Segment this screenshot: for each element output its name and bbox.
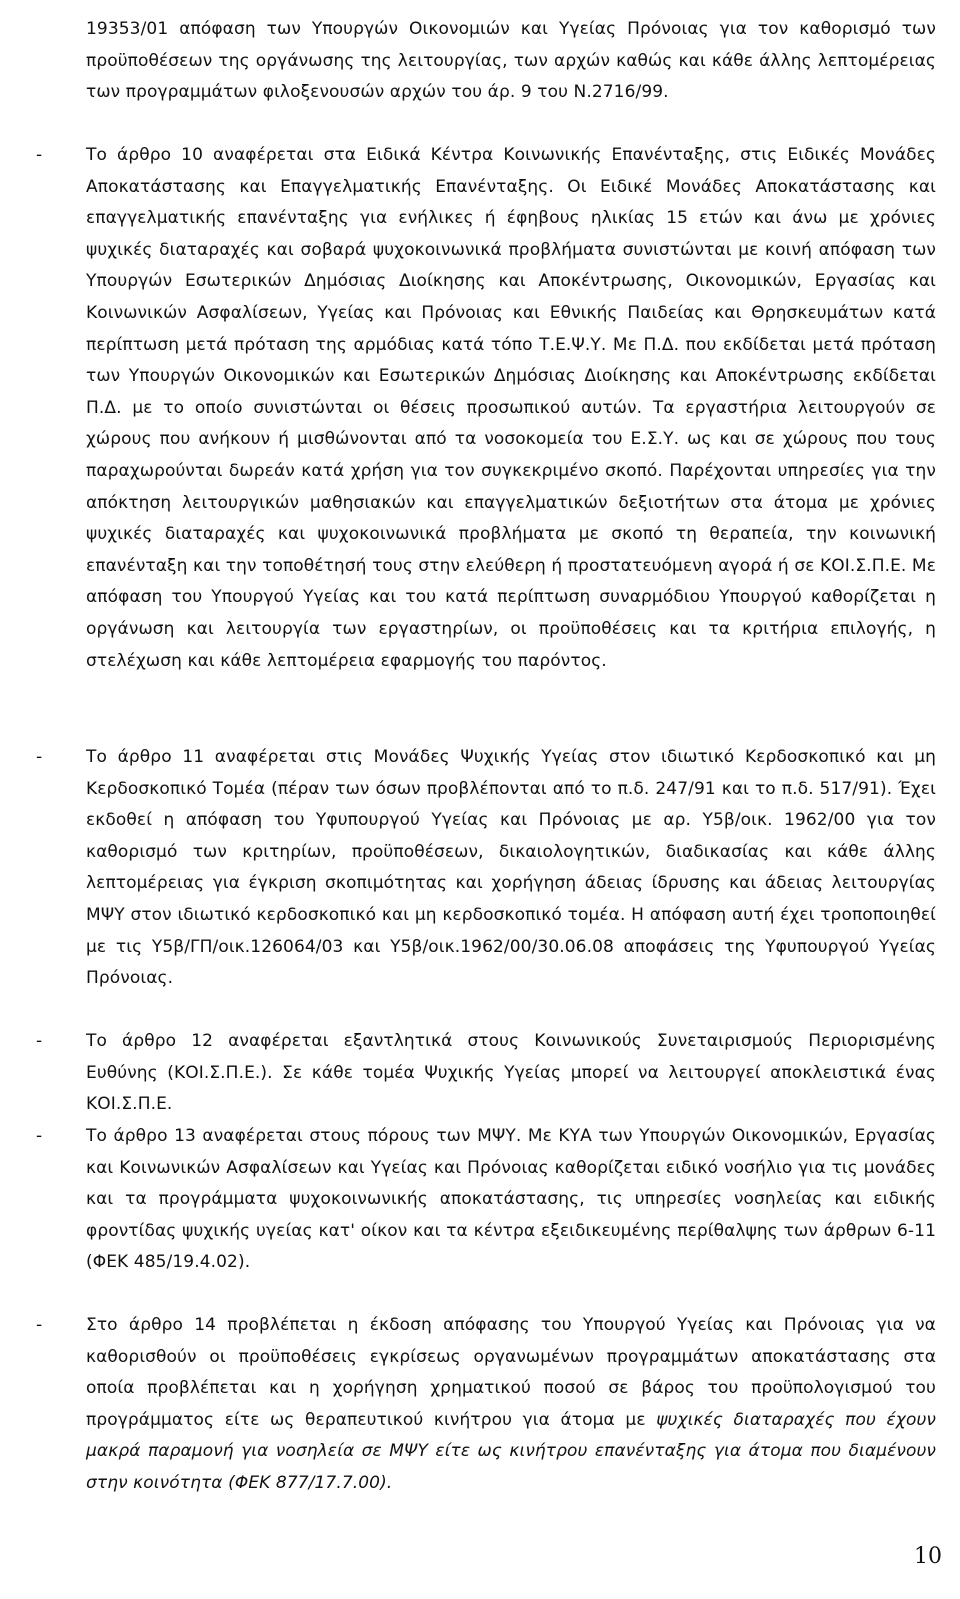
article-10-paragraph: Το άρθρο 10 αναφέρεται στα Ειδικά Κέντρα Κοινωνικής Επανένταξης, στις Ειδικές Μονάδες Αποκατάστασης και Επαγγελματικής Επανένταξης. Οι Ειδικέ Μονάδες Αποκατάστασης και επαγγελματικής επανένταξης για ενήλικες ή έφηβους ηλικίας 15 ετών και άνω με χρόνιες ψυχικές διαταραχές και σοβαρά ψυχοκοινωνικά προβλήματα συνιστώνται με κοινή απόφαση των Υπουργών Εσωτερικών Δημόσιας Διοίκησης και Αποκέντρωσης, Οικονομικών, Εργασίας και Κοινωνικών Ασφαλίσεων, Υγείας και Πρόνοιας και Εθνικής Παιδείας και Θρησκευμάτων κατά περίπτωση μετά πρόταση της αρμόδιας κατά τόπο Τ.Ε.Ψ.Υ. Με Π.Δ. που εκδίδεται μετά πρόταση των Υπουργών Οικονομικών και Εσωτερικών Δημόσιας Διοίκησης και Αποκέντρωσης εκδίδεται Π.Δ. με το οποίο συνιστώνται οι θέσεις προσωπικού αυτών. Τα εργαστήρια λειτουργούν σε χώρους που ανήκουν ή μισθώνονται από τα νοσοκομεία του Ε.Σ.Υ. ως και σε χώρους που τους παραχωρούνται δωρεάν κατά χρήση για τον συγκεκριμένο σκοπό. Παρέχονται υπηρεσίες για την απόκτηση λειτουργικών μαθησιακών και επαγγελματικών δεξιοτήτων στα άτομα με χρόνιες ψυχικές διαταραχές και ψυχοκοινωνικά προβλήματα με σκοπό τη θεραπεία, την κοινωνική επανένταξη και την τοποθέτησή τους στην ελεύθερη ή προστατευόμενη αγορά ή σε ΚΟΙ.Σ.Π.Ε. Με απόφαση του Υπουργού Υγείας και του κατά περίπτωση συναρμόδιου Υπουργού καθορίζεται η οργάνωση και λειτουργία των εργαστηρίων, οι προϋποθέσεις και τα κριτήρια επιλογής, η στελέχωση και κάθε λεπτομέρεια εφαρμογής του παρόντος. xyxy=(86,145,936,671)
bullet-marker: - xyxy=(36,1315,43,1335)
article-12-paragraph: Το άρθρο 12 αναφέρεται εξαντλητικά στους Κοινωνικούς Συνεταιρισμούς Περιορισμένης Ευθύνης (ΚΟΙ.Σ.Π.Ε.). Σε κάθε τομέα Ψυχικής Υγείας μπορεί να λειτουργεί αποκλειστικά ένας ΚΟΙ.Σ.Π.Ε. xyxy=(86,1031,936,1115)
bullet-marker: - xyxy=(36,1031,43,1051)
article-14-paragraph xyxy=(86,1310,936,1500)
bullet-marker: - xyxy=(36,145,43,165)
article-11-paragraph: Το άρθρο 11 αναφέρεται στις Μονάδες Ψυχικής Υγείας στον ιδιωτικό Κερδοσκοπικό και μη Κερδοσκοπικό Τομέα (πέραν των όσων προβλέπονται από το π.δ. 247/91 και το π.δ. 517/91). Έχει εκδοθεί η απόφαση του Υφυπουργού Υγείας και Πρόνοιας με αρ. Υ5β/οικ. 1962/00 για τον καθορισμό των κριτηρίων, προϋποθέσεων, δικαιολογητικών, διαδικασίας και κάθε άλλης λεπτομέρειας για έγκριση σκοπιμότητας και χορήγηση άδειας ίδρυσης και άδειας λειτουργίας ΜΨΥ στον ιδιωτικό κερδοσκοπικό και μη κερδοσκοπικό τομέα. Η απόφαση αυτή έχει τροποποιηθεί με τις Υ5β/ΓΠ/οικ.126064/03 και Υ5β/οικ.1962/00/30.06.08 αποφάσεις της Υφυπουργού Υγείας Πρόνοιας. xyxy=(86,747,936,989)
bullet-marker: - xyxy=(36,747,43,767)
article-14-italic-text: ψυχικές διαταραχές που έχουν μακρά παραμονή για νοσηλεία σε ΜΨΥ είτε ως κινήτρου επανένταξης για άτομα που διαμένουν στην κοινότητα (ΦΕΚ 877/17.7.00). xyxy=(86,1409,936,1493)
bullet-marker: - xyxy=(36,1126,43,1146)
article-14-text: Στο άρθρο 14 προβλέπεται η έκδοση απόφασης του Υπουργού Υγείας και Πρόνοιας για να καθορισθούν οι προϋποθέσεις εγκρίσεως οργανωμένων προγραμμάτων αποκατάστασης στα οποία προβλέπεται και η χορήγηση χρηματικού ποσού σε βάρος του προϋπολογισμού του προγράμματος είτε ως θεραπευτικού κινήτρου για άτομα με xyxy=(86,1315,936,1430)
page-number: 10 xyxy=(914,1544,942,1569)
continuation-paragraph: 19353/01 απόφαση των Υπουργών Οικονομιών και Υγείας Πρόνοιας για τον καθορισμό των προϋποθέσεων της οργάνωσης της λειτουργίας, των αρχών καθώς και κάθε άλλης λεπτομέρειας των προγραμμάτων φιλοξενουσών αρχών του άρ. 9 του Ν.2716/99. xyxy=(86,19,936,103)
article-13-paragraph: Το άρθρο 13 αναφέρεται στους πόρους των ΜΨΥ. Με ΚΥΑ των Υπουργών Οικονομικών, Εργασίας και Κοινωνικών Ασφαλίσεων και Υγείας και Πρόνοιας καθορίζεται ειδικό νοσήλιο για τις μονάδες και τα προγράμματα ψυχοκοινωνικής αποκατάστασης, τις υπηρεσίες νοσηλείας και ειδικής φροντίδας ψυχικής υγείας κατ' οίκον και τα κέντρα εξειδικευμένης περίθαλψης των άρθρων 6-11 (ΦΕΚ 485/19.4.02). xyxy=(86,1126,936,1273)
